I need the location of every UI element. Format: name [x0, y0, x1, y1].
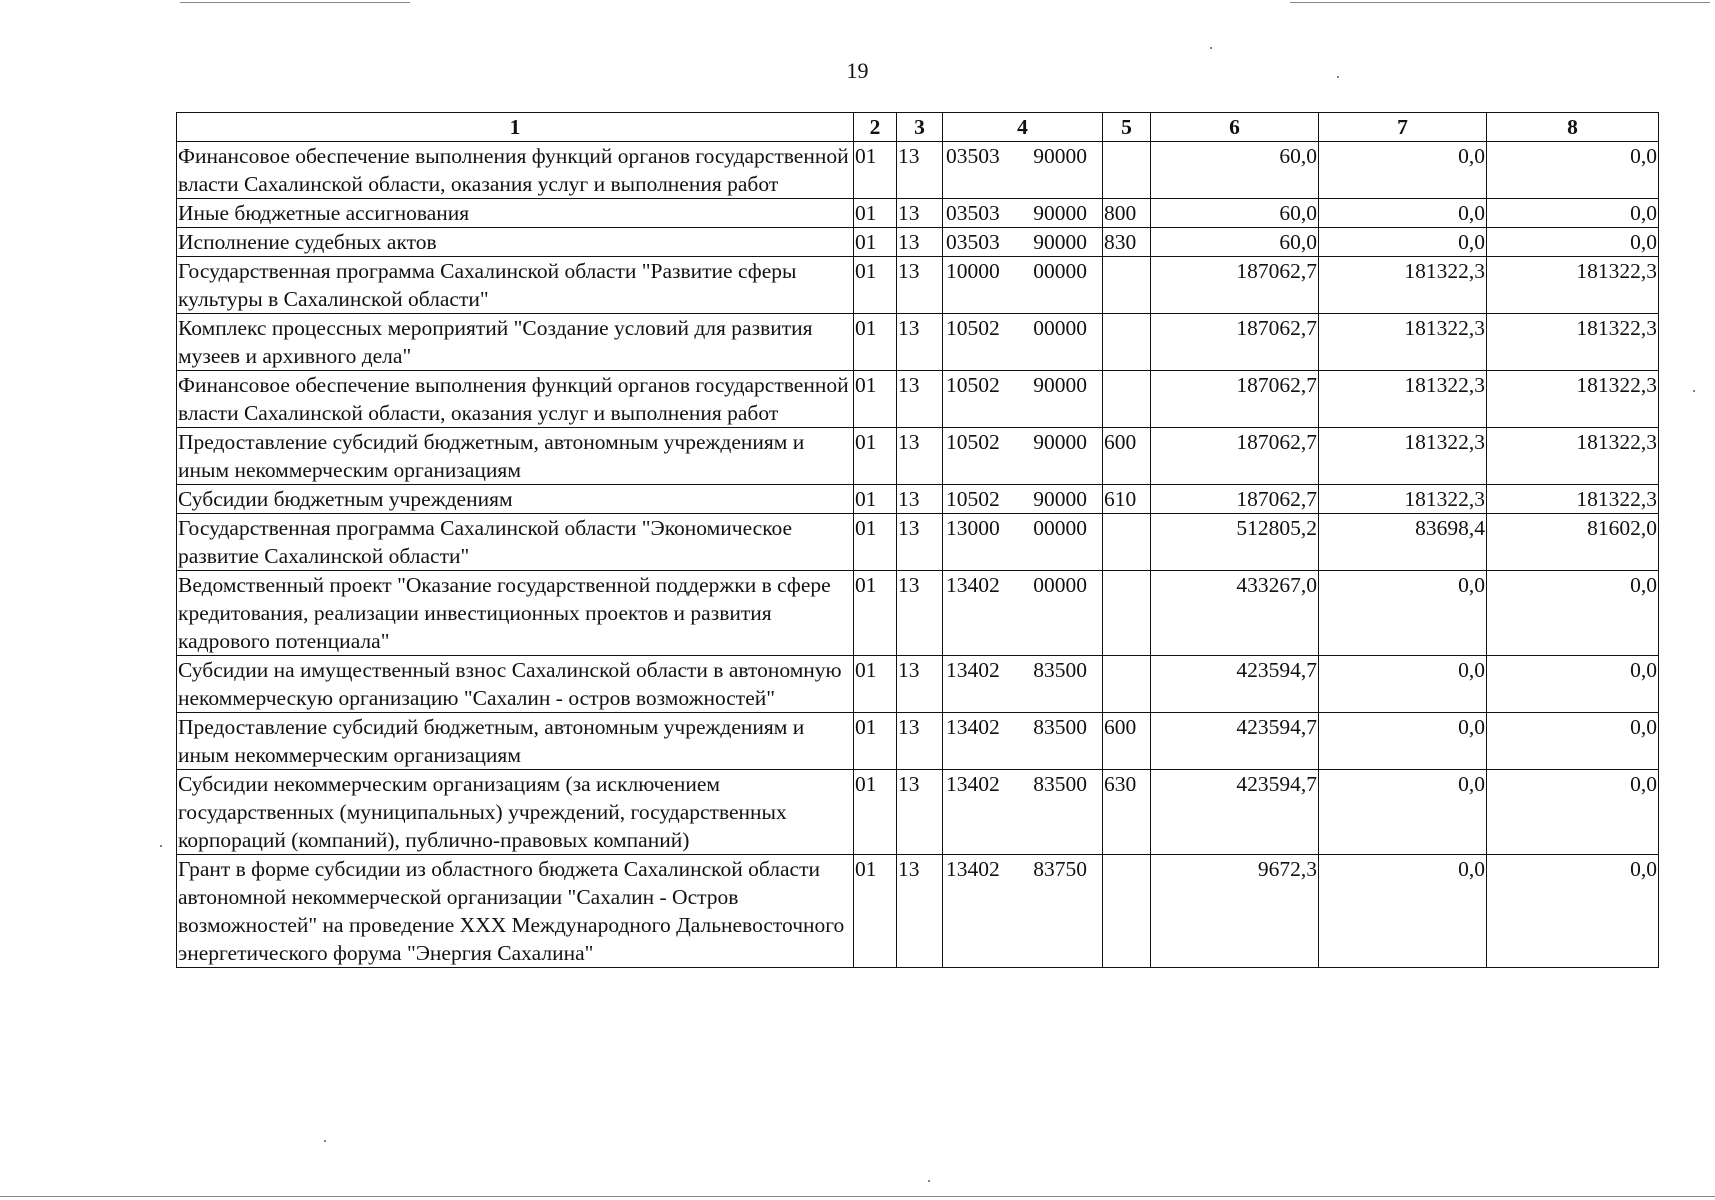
target-article-code-program: 03503 — [946, 201, 1000, 225]
row-subsection-code: 13 — [897, 314, 943, 371]
row-amount-col-8: 181322,3 — [1487, 314, 1659, 371]
header-col-5: 5 — [1103, 113, 1151, 142]
table-row — [177, 571, 1659, 656]
table-row — [177, 199, 1659, 228]
target-article-code-direction: 00000 — [1033, 316, 1087, 340]
row-section-code: 01 — [854, 228, 897, 257]
row-amount-col-8: 181322,3 — [1487, 257, 1659, 314]
row-expense-type-code: 630 — [1103, 770, 1151, 855]
row-amount-col-6: 60,0 — [1151, 199, 1319, 228]
scan-speck — [160, 845, 162, 847]
row-amount-col-6: 187062,7 — [1151, 428, 1319, 485]
row-expense-type-code — [1103, 314, 1151, 371]
table-row — [177, 855, 1659, 968]
row-name: Субсидии некоммерческим организациям (за исключением государственных (муниципальных) учреждений, государственных корпораций (компаний), публично-правовых компаний) — [177, 770, 854, 855]
scan-edge-top-right — [1290, 2, 1710, 3]
row-section-code: 01 — [854, 257, 897, 314]
row-section-code: 01 — [854, 571, 897, 656]
table-row — [177, 257, 1659, 314]
row-name: Субсидии бюджетным учреждениям — [177, 485, 854, 514]
row-amount-col-6: 512805,2 — [1151, 514, 1319, 571]
table-row — [177, 485, 1659, 514]
row-name: Государственная программа Сахалинской области "Развитие сферы культуры в Сахалинской области" — [177, 257, 854, 314]
target-article-code-direction: 90000 — [1033, 230, 1087, 254]
row-amount-col-7: 181322,3 — [1319, 485, 1487, 514]
row-name: Ведомственный проект "Оказание государственной поддержки в сфере кредитования, реализации инвестиционных проектов и развития кадрового потенциала" — [177, 571, 854, 656]
row-section-code: 01 — [854, 514, 897, 571]
row-section-code: 01 — [854, 371, 897, 428]
row-section-code: 01 — [854, 485, 897, 514]
page-number: 19 — [846, 58, 869, 83]
table-row — [177, 228, 1659, 257]
target-article-code-parts — [944, 770, 1101, 798]
scan-edge-bottom — [0, 1196, 1715, 1197]
row-amount-col-7: 181322,3 — [1319, 314, 1487, 371]
target-article-code-program: 10502 — [946, 430, 1000, 454]
target-article-code-program: 13402 — [946, 715, 1000, 739]
target-article-code-parts — [944, 314, 1101, 342]
row-amount-col-7: 181322,3 — [1319, 371, 1487, 428]
row-target-article-code — [943, 571, 1103, 656]
row-section-code: 01 — [854, 855, 897, 968]
row-amount-col-6: 9672,3 — [1151, 855, 1319, 968]
target-article-code-parts — [944, 855, 1101, 883]
row-amount-col-6: 187062,7 — [1151, 314, 1319, 371]
target-article-code-program: 10502 — [946, 487, 1000, 511]
row-target-article-code — [943, 770, 1103, 855]
target-article-code-program: 03503 — [946, 230, 1000, 254]
row-target-article-code — [943, 228, 1103, 257]
row-amount-col-8: 181322,3 — [1487, 485, 1659, 514]
row-amount-col-8: 81602,0 — [1487, 514, 1659, 571]
row-subsection-code: 13 — [897, 656, 943, 713]
row-amount-col-7: 83698,4 — [1319, 514, 1487, 571]
target-article-code-direction: 00000 — [1033, 516, 1087, 540]
target-article-code-parts — [944, 485, 1101, 513]
target-article-code-program: 03503 — [946, 144, 1000, 168]
target-article-code-program: 13402 — [946, 772, 1000, 796]
row-amount-col-6: 433267,0 — [1151, 571, 1319, 656]
scan-speck — [324, 1140, 326, 1142]
target-article-code-parts — [944, 571, 1101, 599]
row-amount-col-7: 0,0 — [1319, 713, 1487, 770]
row-amount-col-6: 423594,7 — [1151, 713, 1319, 770]
target-article-code-program: 10502 — [946, 316, 1000, 340]
row-section-code: 01 — [854, 199, 897, 228]
header-row — [177, 113, 1659, 142]
target-article-code-direction: 90000 — [1033, 373, 1087, 397]
row-amount-col-6: 423594,7 — [1151, 770, 1319, 855]
header-col-6: 6 — [1151, 113, 1319, 142]
row-name: Государственная программа Сахалинской области "Экономическое развитие Сахалинской области" — [177, 514, 854, 571]
target-article-code-parts — [944, 257, 1101, 285]
target-article-code-direction: 00000 — [1033, 259, 1087, 283]
target-article-code-direction: 00000 — [1033, 573, 1087, 597]
row-amount-col-6: 187062,7 — [1151, 257, 1319, 314]
row-expense-type-code — [1103, 257, 1151, 314]
target-article-code-direction: 83500 — [1033, 658, 1087, 682]
target-article-code-direction: 83500 — [1033, 772, 1087, 796]
row-subsection-code: 13 — [897, 371, 943, 428]
row-subsection-code: 13 — [897, 770, 943, 855]
row-subsection-code: 13 — [897, 257, 943, 314]
row-amount-col-7: 0,0 — [1319, 199, 1487, 228]
target-article-code-program: 10502 — [946, 373, 1000, 397]
row-target-article-code — [943, 656, 1103, 713]
row-amount-col-6: 423594,7 — [1151, 656, 1319, 713]
row-amount-col-7: 0,0 — [1319, 142, 1487, 199]
row-target-article-code — [943, 485, 1103, 514]
row-amount-col-8: 0,0 — [1487, 228, 1659, 257]
target-article-code-direction: 90000 — [1033, 144, 1087, 168]
table-row — [177, 371, 1659, 428]
row-expense-type-code: 610 — [1103, 485, 1151, 514]
target-article-code-parts — [944, 713, 1101, 741]
table-row — [177, 713, 1659, 770]
row-expense-type-code — [1103, 514, 1151, 571]
row-section-code: 01 — [854, 314, 897, 371]
header-col-8: 8 — [1487, 113, 1659, 142]
row-expense-type-code: 800 — [1103, 199, 1151, 228]
row-target-article-code — [943, 428, 1103, 485]
target-article-code-parts — [944, 514, 1101, 542]
row-amount-col-7: 0,0 — [1319, 855, 1487, 968]
table-body — [177, 142, 1659, 968]
target-article-code-program: 13402 — [946, 658, 1000, 682]
row-amount-col-7: 0,0 — [1319, 571, 1487, 656]
scan-speck — [1337, 76, 1339, 78]
target-article-code-program: 13402 — [946, 857, 1000, 881]
row-name: Комплекс процессных мероприятий "Создание условий для развития музеев и архивного дела" — [177, 314, 854, 371]
target-article-code-direction: 83750 — [1033, 857, 1087, 881]
row-amount-col-8: 0,0 — [1487, 142, 1659, 199]
header-col-4: 4 — [943, 113, 1103, 142]
table-row — [177, 314, 1659, 371]
budget-table — [176, 112, 1659, 968]
row-expense-type-code — [1103, 656, 1151, 713]
row-subsection-code: 13 — [897, 855, 943, 968]
row-amount-col-8: 0,0 — [1487, 855, 1659, 968]
row-section-code: 01 — [854, 656, 897, 713]
row-subsection-code: 13 — [897, 428, 943, 485]
row-amount-col-8: 0,0 — [1487, 770, 1659, 855]
row-name: Финансовое обеспечение выполнения функций органов государственной власти Сахалинской области, оказания услуг и выполнения работ — [177, 371, 854, 428]
row-target-article-code — [943, 855, 1103, 968]
row-amount-col-7: 0,0 — [1319, 656, 1487, 713]
target-article-code-direction: 90000 — [1033, 201, 1087, 225]
header-col-1: 1 — [177, 113, 854, 142]
row-section-code: 01 — [854, 713, 897, 770]
row-expense-type-code: 600 — [1103, 713, 1151, 770]
row-amount-col-8: 0,0 — [1487, 199, 1659, 228]
row-section-code: 01 — [854, 770, 897, 855]
target-article-code-direction: 83500 — [1033, 715, 1087, 739]
row-target-article-code — [943, 713, 1103, 770]
row-target-article-code — [943, 199, 1103, 228]
target-article-code-program: 13000 — [946, 516, 1000, 540]
target-article-code-program: 10000 — [946, 259, 1000, 283]
scan-speck — [1693, 390, 1695, 392]
row-name: Субсидии на имущественный взнос Сахалинской области в автономную некоммерческую организацию "Сахалин - остров возможностей" — [177, 656, 854, 713]
row-amount-col-8: 181322,3 — [1487, 371, 1659, 428]
row-name: Исполнение судебных актов — [177, 228, 854, 257]
row-amount-col-6: 60,0 — [1151, 142, 1319, 199]
row-name: Предоставление субсидий бюджетным, автономным учреждениям и иным некоммерческим организациям — [177, 713, 854, 770]
row-amount-col-8: 0,0 — [1487, 656, 1659, 713]
row-amount-col-8: 0,0 — [1487, 571, 1659, 656]
row-expense-type-code: 830 — [1103, 228, 1151, 257]
header-col-2: 2 — [854, 113, 897, 142]
target-article-code-parts — [944, 656, 1101, 684]
row-amount-col-7: 181322,3 — [1319, 257, 1487, 314]
header-col-7: 7 — [1319, 113, 1487, 142]
row-name: Иные бюджетные ассигнования — [177, 199, 854, 228]
row-expense-type-code — [1103, 371, 1151, 428]
table-row — [177, 514, 1659, 571]
target-article-code-direction: 90000 — [1033, 430, 1087, 454]
row-amount-col-8: 181322,3 — [1487, 428, 1659, 485]
row-amount-col-7: 181322,3 — [1319, 428, 1487, 485]
row-target-article-code — [943, 371, 1103, 428]
scan-speck — [928, 1180, 930, 1182]
header-col-3: 3 — [897, 113, 943, 142]
row-target-article-code — [943, 142, 1103, 199]
row-amount-col-6: 187062,7 — [1151, 485, 1319, 514]
row-section-code: 01 — [854, 142, 897, 199]
target-article-code-parts — [944, 428, 1101, 456]
target-article-code-direction: 90000 — [1033, 487, 1087, 511]
row-amount-col-7: 0,0 — [1319, 770, 1487, 855]
row-name: Грант в форме субсидии из областного бюджета Сахалинской области автономной некоммерческой организации "Сахалин - Остров возможностей" на проведение XXX Международного Дальневосточного энергетического форума "Энергия Сахалина" — [177, 855, 854, 968]
row-expense-type-code: 600 — [1103, 428, 1151, 485]
target-article-code-parts — [944, 199, 1101, 227]
row-target-article-code — [943, 257, 1103, 314]
row-subsection-code: 13 — [897, 199, 943, 228]
row-subsection-code: 13 — [897, 514, 943, 571]
row-amount-col-8: 0,0 — [1487, 713, 1659, 770]
scan-speck — [1210, 47, 1212, 49]
row-section-code: 01 — [854, 428, 897, 485]
row-amount-col-7: 0,0 — [1319, 228, 1487, 257]
table-row — [177, 656, 1659, 713]
row-expense-type-code — [1103, 142, 1151, 199]
row-subsection-code: 13 — [897, 228, 943, 257]
row-subsection-code: 13 — [897, 485, 943, 514]
target-article-code-parts — [944, 142, 1101, 170]
row-target-article-code — [943, 514, 1103, 571]
table-row — [177, 770, 1659, 855]
row-expense-type-code — [1103, 571, 1151, 656]
row-subsection-code: 13 — [897, 142, 943, 199]
table-row — [177, 428, 1659, 485]
target-article-code-parts — [944, 228, 1101, 256]
row-subsection-code: 13 — [897, 713, 943, 770]
row-expense-type-code — [1103, 855, 1151, 968]
row-amount-col-6: 187062,7 — [1151, 371, 1319, 428]
table-row — [177, 142, 1659, 199]
row-subsection-code: 13 — [897, 571, 943, 656]
row-amount-col-6: 60,0 — [1151, 228, 1319, 257]
row-target-article-code — [943, 314, 1103, 371]
target-article-code-program: 13402 — [946, 573, 1000, 597]
target-article-code-parts — [944, 371, 1101, 399]
scan-edge-top — [180, 2, 410, 3]
row-name: Предоставление субсидий бюджетным, автономным учреждениям и иным некоммерческим организациям — [177, 428, 854, 485]
row-name: Финансовое обеспечение выполнения функций органов государственной власти Сахалинской области, оказания услуг и выполнения работ — [177, 142, 854, 199]
